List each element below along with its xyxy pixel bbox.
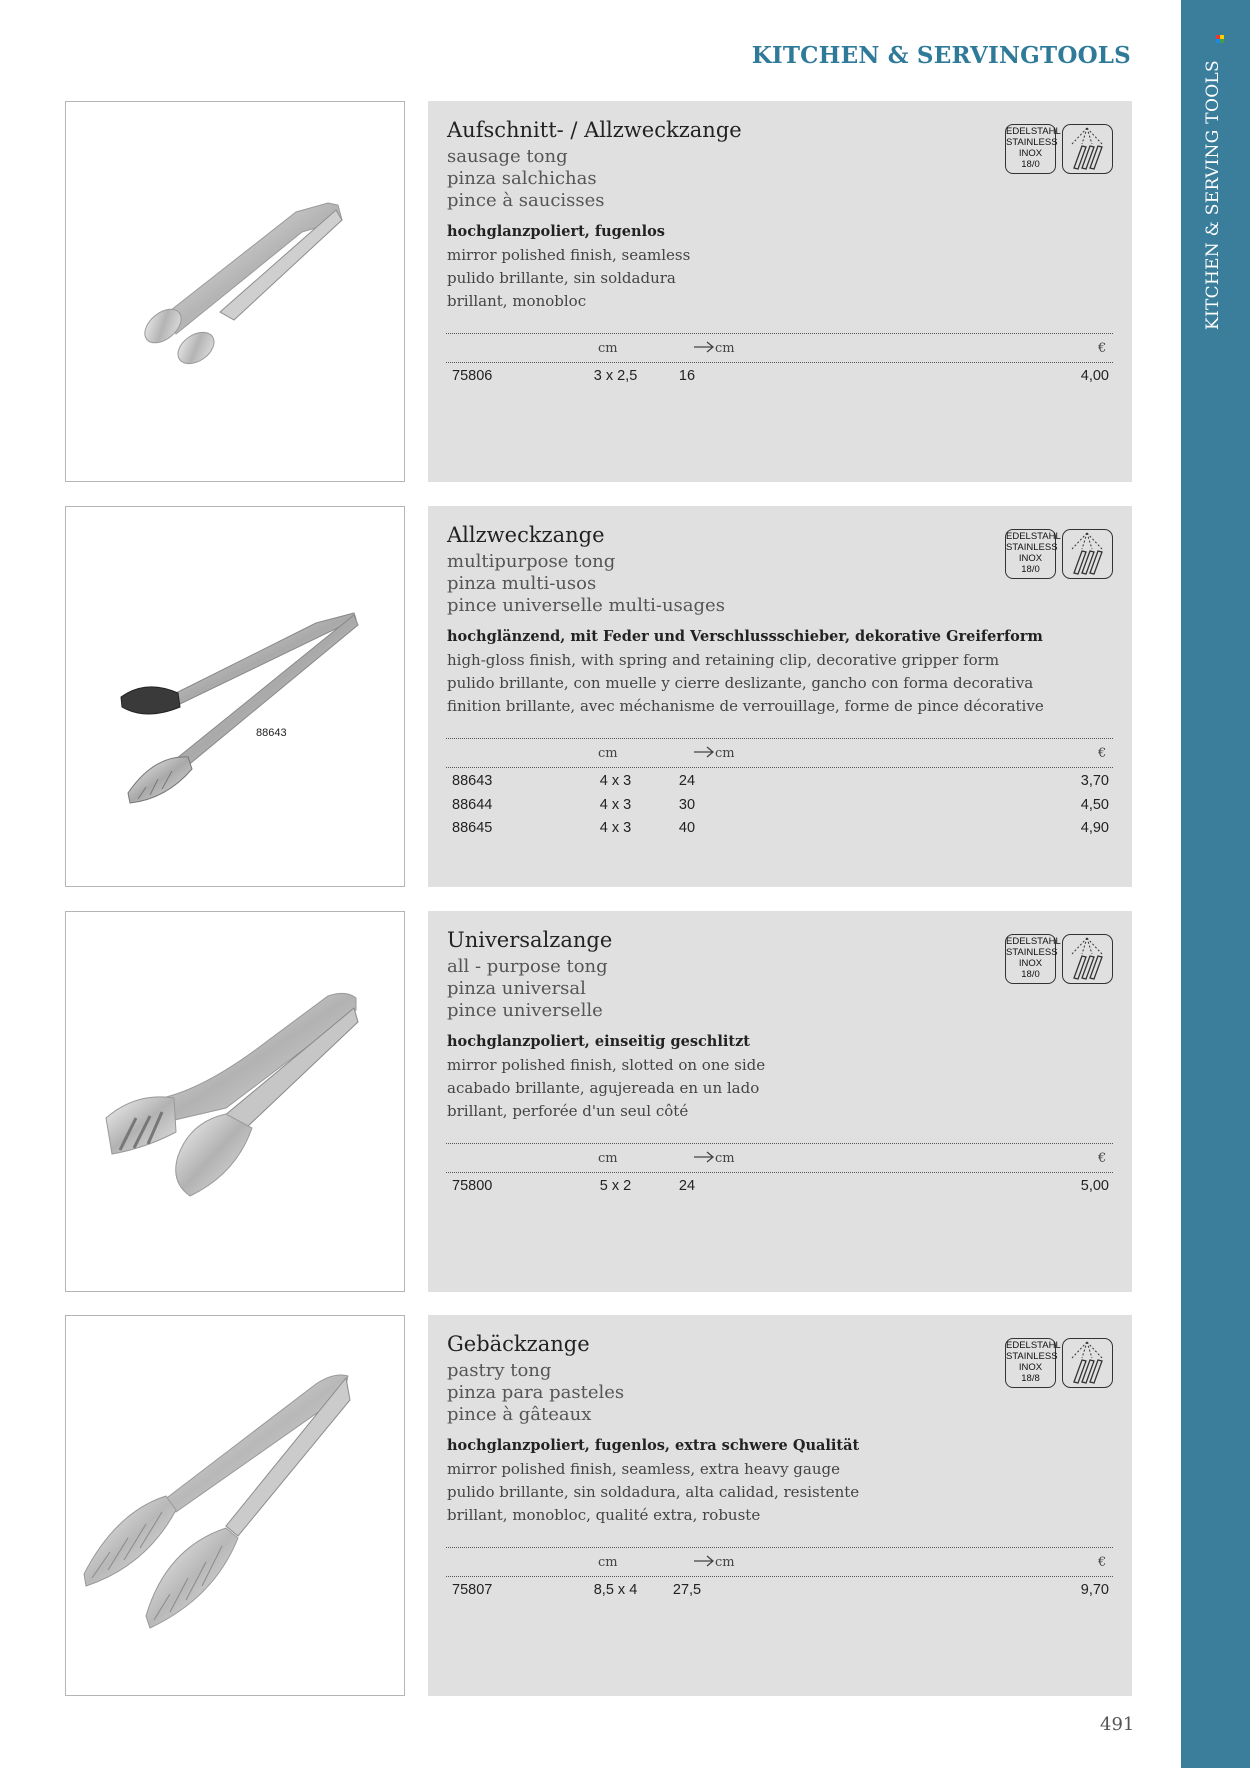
price-value: 4,50: [1080, 797, 1109, 813]
product-name-fr: pince universelle multi-usages: [447, 595, 725, 616]
sidebar-title: KITCHEN & SERVING TOOLS: [1203, 60, 1223, 330]
size-value: 3 x 2,5: [593, 368, 638, 384]
size-value: 8,5 x 4: [593, 1582, 638, 1598]
product-desc-fr: brillant, monobloc: [447, 292, 587, 310]
sausage-tong-image: [66, 102, 406, 483]
product-panel: [428, 1315, 1132, 1696]
article-number: 88643: [452, 773, 493, 789]
length-value: 24: [678, 773, 696, 789]
product-name-fr: pince à gâteaux: [447, 1404, 592, 1425]
size-value: 4 x 3: [599, 773, 632, 789]
product-name: Universalzange: [447, 928, 613, 952]
product-desc-es: pulido brillante, sin soldadura: [447, 269, 676, 287]
length-value: 24: [678, 1178, 696, 1194]
length-value: 30: [678, 797, 696, 813]
table-divider: [446, 1172, 1113, 1173]
product-desc-en: mirror polished finish, seamless, extra heavy gauge: [447, 1460, 840, 1478]
table-row: [428, 368, 1132, 390]
arrow-right-icon: [693, 746, 715, 758]
table-row: [428, 820, 1132, 842]
price-value: 3,70: [1080, 773, 1109, 789]
table-row: [428, 1178, 1132, 1200]
length-header: cm: [693, 1555, 735, 1570]
image-label: 88643: [256, 727, 287, 739]
price-header: €: [1098, 1151, 1107, 1166]
product-name-es: pinza salchichas: [447, 168, 597, 189]
article-number: 75806: [452, 368, 493, 384]
product-image-box: [65, 911, 405, 1292]
product-panel: [428, 911, 1132, 1292]
article-number: 88645: [452, 820, 493, 836]
product-name-es: pinza multi-usos: [447, 573, 597, 594]
arrow-right-icon: [693, 1151, 715, 1163]
table-row: [428, 1582, 1132, 1604]
price-value: 4,90: [1080, 820, 1109, 836]
arrow-right-icon: [693, 1555, 715, 1567]
product-desc-es: acabado brillante, agujereada en un lado: [447, 1079, 760, 1097]
product-panel: [428, 506, 1132, 887]
product-name-en: all - purpose tong: [447, 956, 608, 977]
product-desc-de: hochglanzpoliert, fugenlos, extra schwere Qualität: [447, 1437, 860, 1454]
product-desc-en: mirror polished finish, seamless: [447, 246, 691, 264]
arrow-right-icon: [693, 341, 715, 353]
table-divider: [446, 767, 1113, 768]
product-name-fr: pince universelle: [447, 1000, 603, 1021]
product-name: Aufschnitt- / Allzweckzange: [447, 118, 742, 142]
table-divider: [446, 1576, 1113, 1577]
price-value: 9,70: [1080, 1582, 1109, 1598]
product-image-box: [65, 1315, 405, 1696]
length-header: cm: [693, 746, 735, 761]
product-desc-de: hochglanzpoliert, einseitig geschlitzt: [447, 1033, 750, 1050]
product-desc-es: pulido brillante, sin soldadura, alta calidad, resistente: [447, 1483, 860, 1501]
price-header: €: [1098, 1555, 1107, 1570]
product-desc-de: hochglänzend, mit Feder und Verschlussschieber, dekorative Greiferform: [447, 628, 1043, 645]
size-header: cm: [598, 746, 618, 761]
price-value: 4,00: [1080, 368, 1109, 384]
stainless-badge: EDELSTAHL STAINLESS INOX 18/0: [1005, 934, 1056, 984]
article-number: 75807: [452, 1582, 493, 1598]
stainless-badge: EDELSTAHL STAINLESS INOX 18/0: [1005, 124, 1056, 174]
size-value: 4 x 3: [599, 797, 632, 813]
product-name: Allzweckzange: [447, 523, 605, 547]
stainless-badge: EDELSTAHL STAINLESS INOX 18/0: [1005, 529, 1056, 579]
product-desc-fr: brillant, monobloc, qualité extra, robuste: [447, 1506, 761, 1524]
size-header: cm: [598, 341, 618, 356]
multipurpose-tong-image: [66, 507, 406, 888]
length-header: cm: [693, 1151, 735, 1166]
product-desc-en: mirror polished finish, slotted on one side: [447, 1056, 766, 1074]
table-row: [428, 797, 1132, 819]
product-image-box: [65, 506, 405, 887]
product-desc-fr: finition brillante, avec méchanisme de verrouillage, forme de pince décorative: [447, 697, 1044, 715]
table-divider: [446, 333, 1113, 334]
product-name-en: pastry tong: [447, 1360, 552, 1381]
table-divider: [446, 1143, 1113, 1144]
price-header: €: [1098, 746, 1107, 761]
product-panel: [428, 101, 1132, 482]
size-value: 4 x 3: [599, 820, 632, 836]
product-desc-fr: brillant, perforée d'un seul côté: [447, 1102, 689, 1120]
pastry-tong-image: [66, 1316, 406, 1697]
product-desc-es: pulido brillante, con muelle y cierre deslizante, gancho con forma decorativa: [447, 674, 1034, 692]
article-number: 75800: [452, 1178, 493, 1194]
length-value: 16: [678, 368, 696, 384]
all-purpose-tong-image: [66, 912, 406, 1293]
table-row: [428, 773, 1132, 795]
page-title: KITCHEN & SERVINGTOOLS: [751, 42, 1131, 69]
table-divider: [446, 738, 1113, 739]
product-name-en: sausage tong: [447, 146, 568, 167]
article-number: 88644: [452, 797, 493, 813]
dishwasher-safe-icon: [1062, 529, 1113, 579]
length-value: 40: [678, 820, 696, 836]
product-name-es: pinza para pasteles: [447, 1382, 625, 1403]
dishwasher-safe-icon: [1062, 934, 1113, 984]
dishwasher-safe-icon: [1062, 124, 1113, 174]
size-value: 5 x 2: [599, 1178, 632, 1194]
product-name-es: pinza universal: [447, 978, 586, 999]
product-desc-de: hochglanzpoliert, fugenlos: [447, 223, 665, 240]
price-header: €: [1098, 341, 1107, 356]
product-name-fr: pince à saucisses: [447, 190, 605, 211]
product-image-box: [65, 101, 405, 482]
product-name: Gebäckzange: [447, 1332, 590, 1356]
product-name-en: multipurpose tong: [447, 551, 616, 572]
length-value: 27,5: [672, 1582, 702, 1598]
size-header: cm: [598, 1151, 618, 1166]
table-divider: [446, 1547, 1113, 1548]
page-number: 491: [1100, 1714, 1135, 1735]
table-divider: [446, 362, 1113, 363]
product-desc-en: high-gloss finish, with spring and retaining clip, decorative gripper form: [447, 651, 1000, 669]
stainless-badge: EDELSTAHL STAINLESS INOX 18/8: [1005, 1338, 1056, 1388]
price-value: 5,00: [1080, 1178, 1109, 1194]
size-header: cm: [598, 1555, 618, 1570]
length-header: cm: [693, 341, 735, 356]
dishwasher-safe-icon: [1062, 1338, 1113, 1388]
